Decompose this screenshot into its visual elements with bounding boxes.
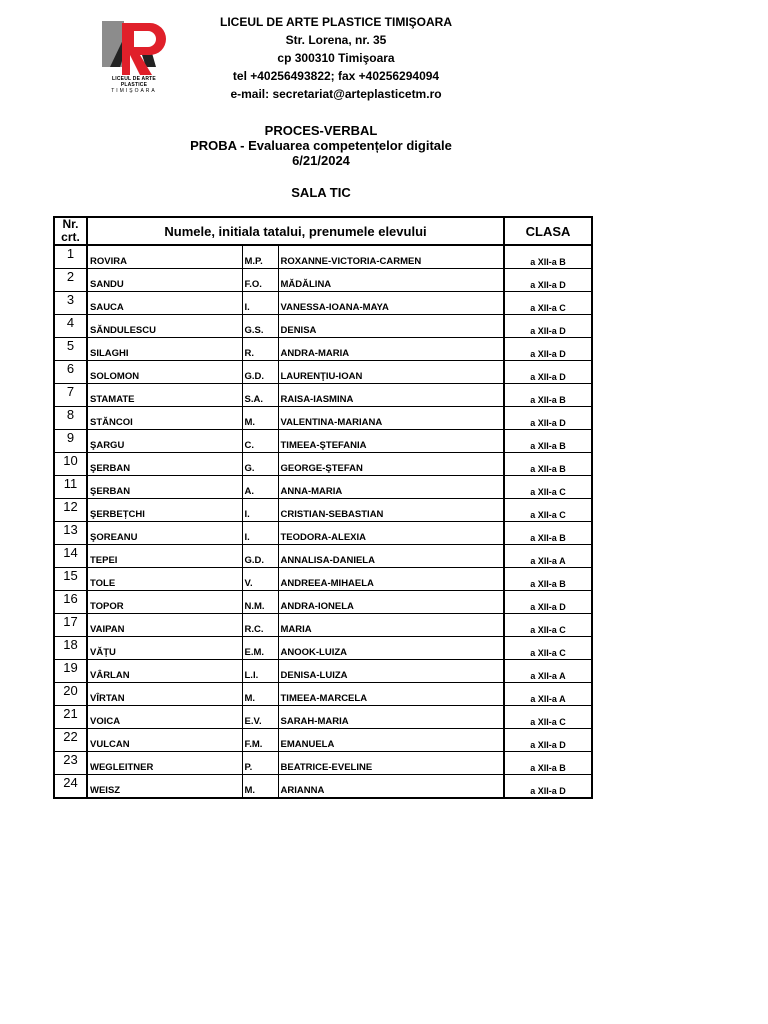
row-number: 2 <box>54 269 87 292</box>
document-subtitle: PROBA - Evaluarea competențelor digitale <box>190 138 452 153</box>
student-last-name: TOLE <box>87 568 242 591</box>
father-initial: M.P. <box>242 245 278 269</box>
document-title: PROCES-VERBAL <box>264 123 378 138</box>
school-email: e-mail: secretariat@arteplasticetm.ro <box>230 87 442 101</box>
father-initial: R. <box>242 338 278 361</box>
student-first-name: VALENTINA-MARIANA <box>278 407 504 430</box>
row-number: 11 <box>54 476 87 499</box>
student-last-name: VÂRLAN <box>87 660 242 683</box>
header-nr: Nr. crt. <box>54 217 87 245</box>
student-class: a XII-a B <box>504 384 592 407</box>
student-last-name: SANDU <box>87 269 242 292</box>
father-initial: M. <box>242 683 278 706</box>
header-class: CLASA <box>504 217 592 245</box>
table-header-row <box>54 217 592 245</box>
table-row <box>54 775 592 799</box>
student-first-name: EMANUELA <box>278 729 504 752</box>
student-first-name: RAISA-IASMINA <box>278 384 504 407</box>
student-class: a XII-a B <box>504 453 592 476</box>
student-class: a XII-a B <box>504 245 592 269</box>
table-row <box>54 361 592 384</box>
father-initial: F.O. <box>242 269 278 292</box>
school-header <box>196 13 476 103</box>
row-number: 12 <box>54 499 87 522</box>
logo-caption-line2: TIMIŞOARA <box>111 88 157 94</box>
student-class: a XII-a B <box>504 430 592 453</box>
student-last-name: VOICA <box>87 706 242 729</box>
student-class: a XII-a D <box>504 407 592 430</box>
table-row <box>54 499 592 522</box>
father-initial: I. <box>242 499 278 522</box>
student-class: a XII-a D <box>504 338 592 361</box>
student-class: a XII-a D <box>504 315 592 338</box>
row-number: 7 <box>54 384 87 407</box>
row-number: 1 <box>54 245 87 269</box>
row-number: 13 <box>54 522 87 545</box>
row-number: 18 <box>54 637 87 660</box>
student-last-name: VĂȚU <box>87 637 242 660</box>
table-row <box>54 614 592 637</box>
student-class: a XII-a B <box>504 568 592 591</box>
father-initial: F.M. <box>242 729 278 752</box>
student-last-name: VULCAN <box>87 729 242 752</box>
student-class: a XII-a A <box>504 660 592 683</box>
row-number: 16 <box>54 591 87 614</box>
father-initial: C. <box>242 430 278 453</box>
father-initial: A. <box>242 476 278 499</box>
student-first-name: TIMEEA-ŞTEFANIA <box>278 430 504 453</box>
student-last-name: SILAGHI <box>87 338 242 361</box>
student-last-name: ŞOREANU <box>87 522 242 545</box>
school-name: LICEUL DE ARTE PLASTICE TIMIŞOARA <box>219 15 452 29</box>
father-initial: R.C. <box>242 614 278 637</box>
school-street: Str. Lorena, nr. 35 <box>285 33 387 47</box>
row-number: 14 <box>54 545 87 568</box>
row-number: 10 <box>54 453 87 476</box>
student-last-name: ROVIRA <box>87 245 242 269</box>
student-last-name: VAIPAN <box>87 614 242 637</box>
row-number: 3 <box>54 292 87 315</box>
father-initial: M. <box>242 775 278 799</box>
table-row <box>54 453 592 476</box>
student-last-name: ŞERBAN <box>87 453 242 476</box>
father-initial: N.M. <box>242 591 278 614</box>
row-number: 24 <box>54 775 87 799</box>
student-first-name: GEORGE-ŞTEFAN <box>278 453 504 476</box>
student-last-name: ŞERBEȚCHI <box>87 499 242 522</box>
student-class: a XII-a B <box>504 522 592 545</box>
father-initial: E.V. <box>242 706 278 729</box>
school-phone: tel +40256493822; fax +40256294094 <box>232 69 440 83</box>
student-last-name: VÎRTAN <box>87 683 242 706</box>
row-number: 15 <box>54 568 87 591</box>
table-row <box>54 430 592 453</box>
student-last-name: SOLOMON <box>87 361 242 384</box>
row-number: 21 <box>54 706 87 729</box>
table-body <box>54 245 592 798</box>
table-row <box>54 591 592 614</box>
student-first-name: MĂDĂLINA <box>278 269 504 292</box>
table-row <box>54 407 592 430</box>
student-first-name: ANNA-MARIA <box>278 476 504 499</box>
student-first-name: ANDREEA-MIHAELA <box>278 568 504 591</box>
student-first-name: BEATRICE-EVELINE <box>278 752 504 775</box>
father-initial: M. <box>242 407 278 430</box>
header-name: Numele, initiala tatalui, prenumele elevului <box>87 217 504 245</box>
student-class: a XII-a B <box>504 752 592 775</box>
row-number: 4 <box>54 315 87 338</box>
student-first-name: DENISA-LUIZA <box>278 660 504 683</box>
student-class: a XII-a D <box>504 591 592 614</box>
student-class: a XII-a C <box>504 614 592 637</box>
father-initial: G.D. <box>242 361 278 384</box>
table-row <box>54 545 592 568</box>
row-number: 6 <box>54 361 87 384</box>
table-row <box>54 752 592 775</box>
student-class: a XII-a D <box>504 269 592 292</box>
student-first-name: VANESSA-IOANA-MAYA <box>278 292 504 315</box>
student-last-name: SAUCA <box>87 292 242 315</box>
students-table <box>53 216 593 799</box>
student-class: a XII-a D <box>504 775 592 799</box>
table-row <box>54 338 592 361</box>
student-class: a XII-a C <box>504 292 592 315</box>
logo-caption-line1: LICEUL DE ARTE PLASTICE <box>112 76 156 88</box>
student-first-name: ROXANNE-VICTORIA-CARMEN <box>278 245 504 269</box>
logo-caption <box>100 76 168 94</box>
student-class: a XII-a D <box>504 361 592 384</box>
student-class: a XII-a A <box>504 545 592 568</box>
student-first-name: MARIA <box>278 614 504 637</box>
row-number: 19 <box>54 660 87 683</box>
table-row <box>54 245 592 269</box>
document-title-block <box>150 123 492 168</box>
student-first-name: LAURENŢIU-IOAN <box>278 361 504 384</box>
table-row <box>54 568 592 591</box>
student-first-name: ARIANNA <box>278 775 504 799</box>
father-initial: G.D. <box>242 545 278 568</box>
table-row <box>54 522 592 545</box>
student-last-name: WEISZ <box>87 775 242 799</box>
father-initial: S.A. <box>242 384 278 407</box>
row-number: 5 <box>54 338 87 361</box>
table-row <box>54 660 592 683</box>
student-first-name: ANDRA-IONELA <box>278 591 504 614</box>
student-first-name: DENISA <box>278 315 504 338</box>
table-row <box>54 292 592 315</box>
father-initial: L.I. <box>242 660 278 683</box>
student-first-name: TIMEEA-MARCELA <box>278 683 504 706</box>
student-class: a XII-a C <box>504 476 592 499</box>
student-first-name: ANDRA-MARIA <box>278 338 504 361</box>
student-first-name: SARAH-MARIA <box>278 706 504 729</box>
student-last-name: ŞARGU <box>87 430 242 453</box>
student-last-name: ŞERBAN <box>87 476 242 499</box>
student-last-name: SĂNDULESCU <box>87 315 242 338</box>
document-date: 6/21/2024 <box>292 153 350 168</box>
student-last-name: TEPEI <box>87 545 242 568</box>
row-number: 23 <box>54 752 87 775</box>
father-initial: I. <box>242 522 278 545</box>
table-row <box>54 637 592 660</box>
student-class: a XII-a C <box>504 637 592 660</box>
student-class: a XII-a C <box>504 706 592 729</box>
student-class: a XII-a C <box>504 499 592 522</box>
row-number: 20 <box>54 683 87 706</box>
student-last-name: TOPOR <box>87 591 242 614</box>
table-row <box>54 269 592 292</box>
row-number: 17 <box>54 614 87 637</box>
student-first-name: CRISTIAN-SEBASTIAN <box>278 499 504 522</box>
student-last-name: WEGLEITNER <box>87 752 242 775</box>
table-row <box>54 729 592 752</box>
table-row <box>54 384 592 407</box>
father-initial: P. <box>242 752 278 775</box>
table-row <box>54 683 592 706</box>
student-class: a XII-a D <box>504 729 592 752</box>
father-initial: E.M. <box>242 637 278 660</box>
table-row <box>54 476 592 499</box>
father-initial: V. <box>242 568 278 591</box>
student-class: a XII-a A <box>504 683 592 706</box>
table-row <box>54 315 592 338</box>
school-postal: cp 300310 Timişoara <box>277 51 395 65</box>
student-last-name: STAMATE <box>87 384 242 407</box>
row-number: 8 <box>54 407 87 430</box>
row-number: 9 <box>54 430 87 453</box>
father-initial: G. <box>242 453 278 476</box>
student-first-name: ANNALISA-DANIELA <box>278 545 504 568</box>
room-label: SALA TIC <box>291 185 351 200</box>
student-first-name: TEODORA-ALEXIA <box>278 522 504 545</box>
table-row <box>54 706 592 729</box>
father-initial: I. <box>242 292 278 315</box>
row-number: 22 <box>54 729 87 752</box>
student-last-name: STĂNCOI <box>87 407 242 430</box>
father-initial: G.S. <box>242 315 278 338</box>
student-first-name: ANOOK-LUIZA <box>278 637 504 660</box>
